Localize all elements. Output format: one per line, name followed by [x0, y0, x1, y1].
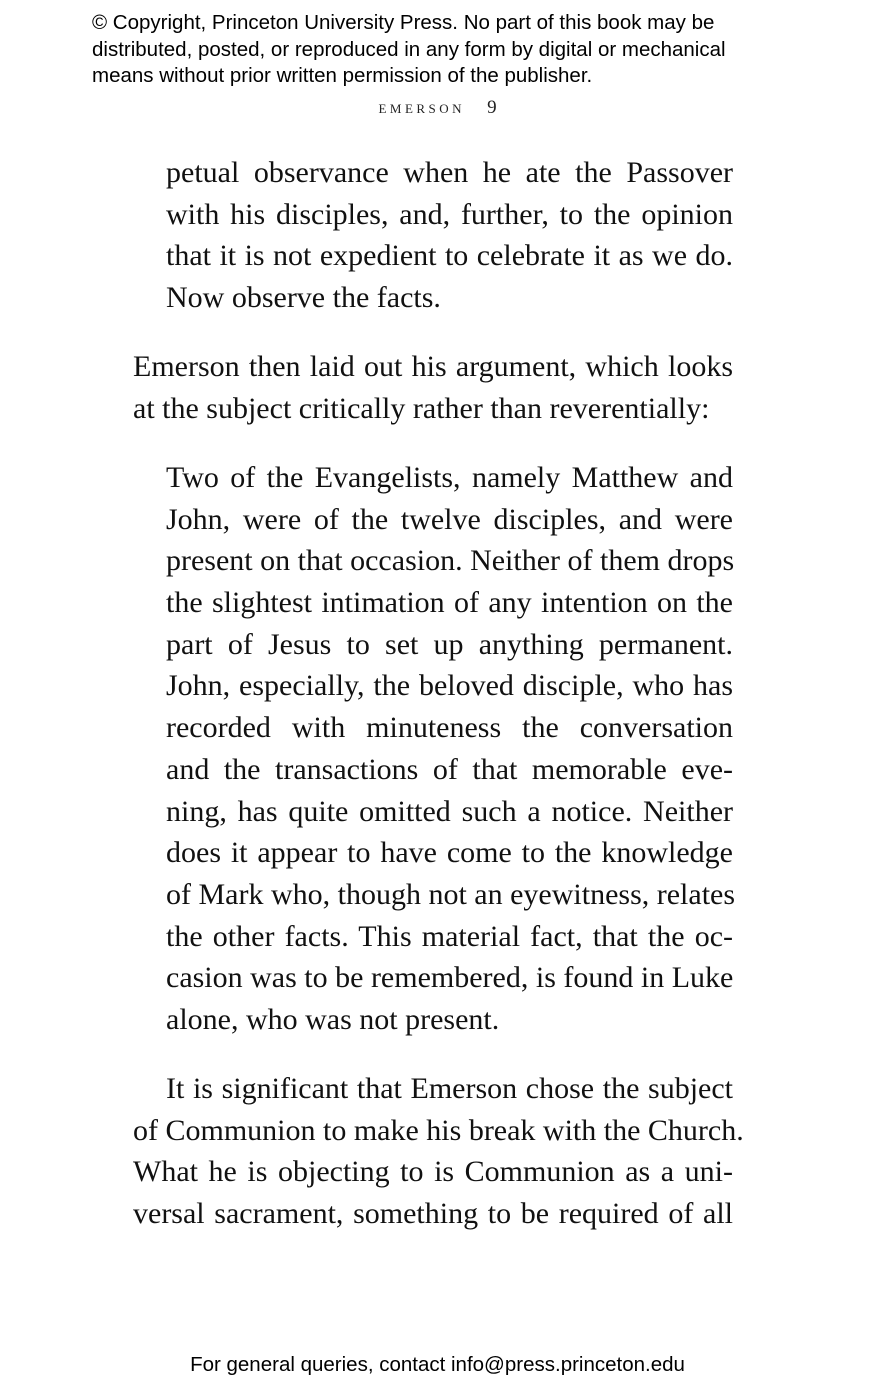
- text-line: does it appear to have come to the knowledge: [166, 836, 733, 870]
- text-line: petual observance when he ate the Passover: [166, 156, 733, 189]
- copyright-line: means without prior written permission of the publisher.: [92, 64, 593, 87]
- text-line: present on that occasion. Neither of them drops: [166, 544, 735, 578]
- copyright-notice: [92, 10, 812, 90]
- text-line: alone, who was not present.: [166, 1002, 500, 1036]
- text-line: ning, has quite omitted such a notice. Neither: [166, 794, 733, 828]
- text-line: versal sacrament, something to be required of all: [133, 1197, 733, 1231]
- text-line: the slightest intimation of any intention on the: [166, 586, 733, 620]
- text-line: that it is not expedient to celebrate it as we do.: [166, 239, 733, 273]
- copyright-line: © Copyright, Princeton University Press. No part of this book may be: [92, 11, 715, 34]
- running-head-title: emerson: [378, 97, 466, 118]
- text-line: Two of the Evangelists, namely Matthew and: [166, 461, 733, 494]
- copyright-line: distributed, posted, or reproduced in any form by digital or mechanical: [92, 37, 726, 61]
- text-line: casion was to be remembered, is found in Luke: [166, 961, 734, 995]
- text-line: at the subject critically rather than reverentially:: [133, 391, 710, 425]
- text-line: of Communion to make his break with the Church.: [133, 1113, 744, 1147]
- footer-contact: For general queries, contact info@press.princeton.edu: [190, 1353, 685, 1376]
- text-line: of Mark who, though not an eyewitness, relates: [166, 877, 736, 911]
- text-line: with his disciples, and, further, to the opinion: [166, 197, 733, 231]
- text-line: Emerson then laid out his argument, which looks: [133, 350, 733, 383]
- text-line: It is significant that Emerson chose the subject: [166, 1072, 733, 1105]
- body-paragraph-2: [133, 1068, 744, 1235]
- text-line: the other facts. This material fact, that the oc-: [166, 919, 733, 953]
- text-line: recorded with minuteness the conversation: [166, 711, 733, 745]
- text-line: What he is objecting to is Communion as a uni-: [133, 1155, 733, 1189]
- text-line: John, especially, the beloved disciple, who has: [166, 669, 733, 703]
- text-line: John, were of the twelve disciples, and were: [166, 502, 733, 536]
- text-line: part of Jesus to set up anything permanent.: [166, 627, 733, 661]
- text-line: and the transactions of that memorable eve-: [166, 752, 733, 786]
- running-head: [0, 97, 875, 119]
- block-quote-2: [166, 457, 736, 1041]
- block-quote-1: [166, 152, 733, 319]
- body-paragraph-1: [133, 346, 733, 429]
- text-line: Now observe the facts.: [166, 281, 441, 315]
- page-number: 9: [487, 97, 497, 118]
